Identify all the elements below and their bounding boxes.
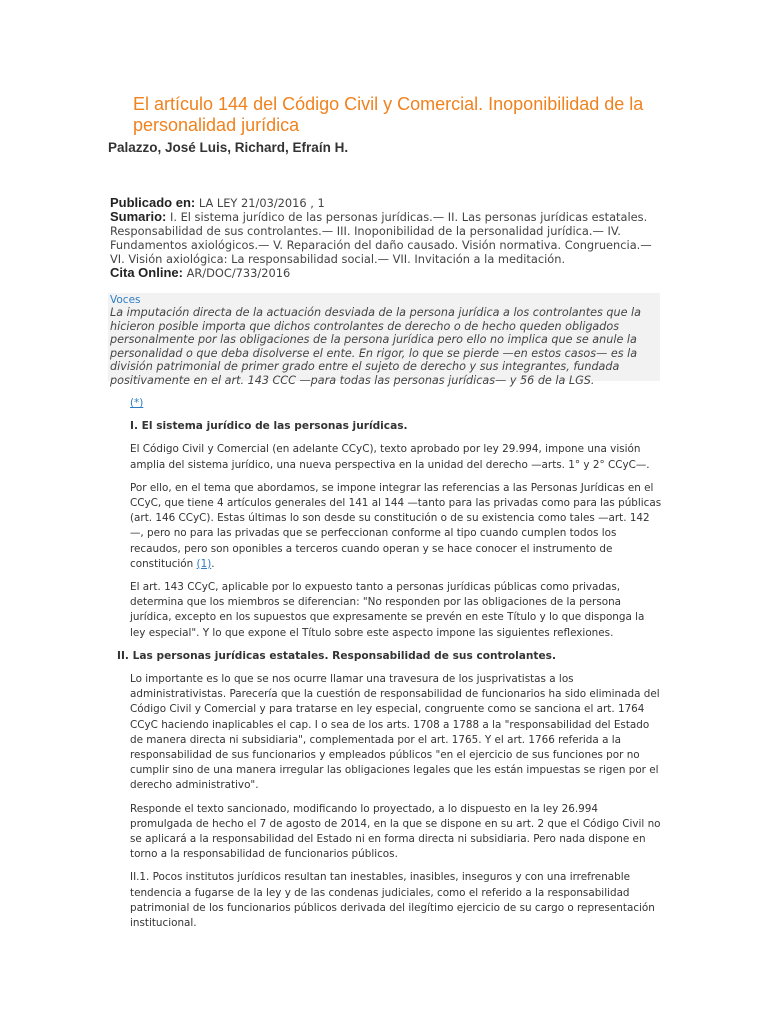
paragraph-1: El Código Civil y Comercial (en adelante CCyC), texto aprobado por ley 29.994, impone una visión amplia del sistema jurídico, una nueva perspectiva en la unidad del derecho —arts. 1° y 2° CCyC—. (130, 443, 650, 471)
document-title: El artículo 144 del Código Civil y Comercial. Inoponibilidad de la personalidad jurídica (133, 94, 644, 135)
document-authors: Palazzo, José Luis, Richard, Efraín H. (108, 140, 349, 155)
summary-line (110, 210, 665, 266)
footnote-1-link[interactable]: (1) (196, 557, 212, 570)
footnote-author-link[interactable]: (*) (130, 397, 144, 409)
document-metadata (110, 196, 665, 280)
paragraph-4: Lo importante es lo que se nos ocurre llamar una travesura de los jusprivatistas a los administrativistas. Parecería que la cuestión de responsabilidad de funcionarios ha sido eliminada del Código Civil y Comercial y para tratarse en ley especial, congruente como se sanciona el art. 1764 CCyC haciendo inaplicables el cap. I o sea de los arts. 1708 a 1788 a la "responsabilidad del Estado de manera directa ni subsidiaria", complementada por el art. 1765. Y el art. 1766 referida a la responsabilidad de sus funcionarios y empleados públicos "en el ejercicio de sus funciones por no cumplir sino de una manera irregular las obligaciones legales que les están impuestas se rigen por el derecho administrativo". (130, 673, 660, 792)
section-heading-1: I. El sistema jurídico de las personas jurídicas. (130, 420, 408, 433)
published-value: LA LEY 21/03/2016 , 1 (198, 196, 325, 210)
paragraph-5: Responde el texto sancionado, modificando lo proyectado, a lo dispuesto en la ley 26.994 promulgada de hecho el 7 de agosto de 2014, en la que se dispone en su art. 2 que el Código Civil no se aplicará a la responsabilidad del Estado ni en forma directa ni subsidiaria. Pero nada dispone en torno a la responsabilidad de funcionarios públicos. (130, 802, 661, 861)
paragraph-2 (130, 481, 662, 572)
cita-label: Cita Online: (110, 265, 183, 280)
abstract-text: La imputación directa de la actuación desviada de la persona jurídica a los controlantes que la hicieron posible importa que dichos controlantes de derecho o de hecho queden obligados personalmente por las obligaciones de la persona jurídica pero ello no implica que se anule la personalidad o que deba disolverse el ente. En rigor, lo que se pierde —en estos casos— es la división patrimonial de primer grado entre el sujeto de derecho y sus integrantes, fundada positivamente en el art. 143 CCC —para todas las personas jurídicas— y 56 de la LGS. (110, 306, 642, 387)
paragraph-2-text: Por ello, en el tema que abordamos, se impone integrar las referencias a las Personas Jurídicas en el CCyC, que tiene 4 artículos generales del 141 al 144 —tanto para las privadas como para las públicas (art. 146 CCyC). Estas últimas lo son desde su constitución o de su existencia como tales —art. 142—, pero no para las privadas que se perfeccionan conforme al tipo cuando cumplen todos los recaudos, pero son oponibles a terceros cuando operan y se hace conocer el instrumento de constitución (130, 481, 662, 570)
voces-link[interactable]: Voces (110, 294, 141, 306)
cita-value: AR/DOC/733/2016 (186, 266, 291, 280)
paragraph-6: II.1. Pocos institutos jurídicos resultan tan inestables, inasibles, inseguros y con una irrefrenable tendencia a fugarse de la ley y de las condenas judiciales, como el referido a la responsabilidad patrimonial de los funcionarios públicos derivada del ilegítimo ejercicio de su cargo o representación institucional. (130, 871, 655, 930)
published-line (110, 196, 665, 210)
section-heading-2: II. Las personas jurídicas estatales. Responsabilidad de sus controlantes. (117, 649, 557, 662)
paragraph-2-end: . (211, 557, 215, 570)
paragraph-3: El art. 143 CCyC, aplicable por lo expuesto tanto a personas jurídicas públicas como privadas, determina que los miembros se diferencian: "No responden por las obligaciones de la persona jurídica, excepto en los supuestos que expresamente se prevén en este Título y lo que disponga la ley especial". Y lo que expone el Título sobre este aspecto impone las siguientes reflexiones. (130, 581, 645, 639)
summary-label: Sumario: (110, 209, 167, 224)
document-body (117, 396, 662, 939)
summary-value: I. El sistema jurídico de las personas jurídicas.— II. Las personas jurídicas estatales. Responsabilidad de sus controlantes.— III. Inoponibilidad de la personalidad jurídica.— IV. Fundamentos axiológicos.— V. Reparación del daño causado. Visión normativa. Congruencia.— VI. Visión axiológica: La responsabilidad social.— VII. Invitación a la meditación. (110, 210, 652, 266)
cita-line (110, 266, 665, 280)
published-label: Publicado en: (110, 195, 196, 210)
